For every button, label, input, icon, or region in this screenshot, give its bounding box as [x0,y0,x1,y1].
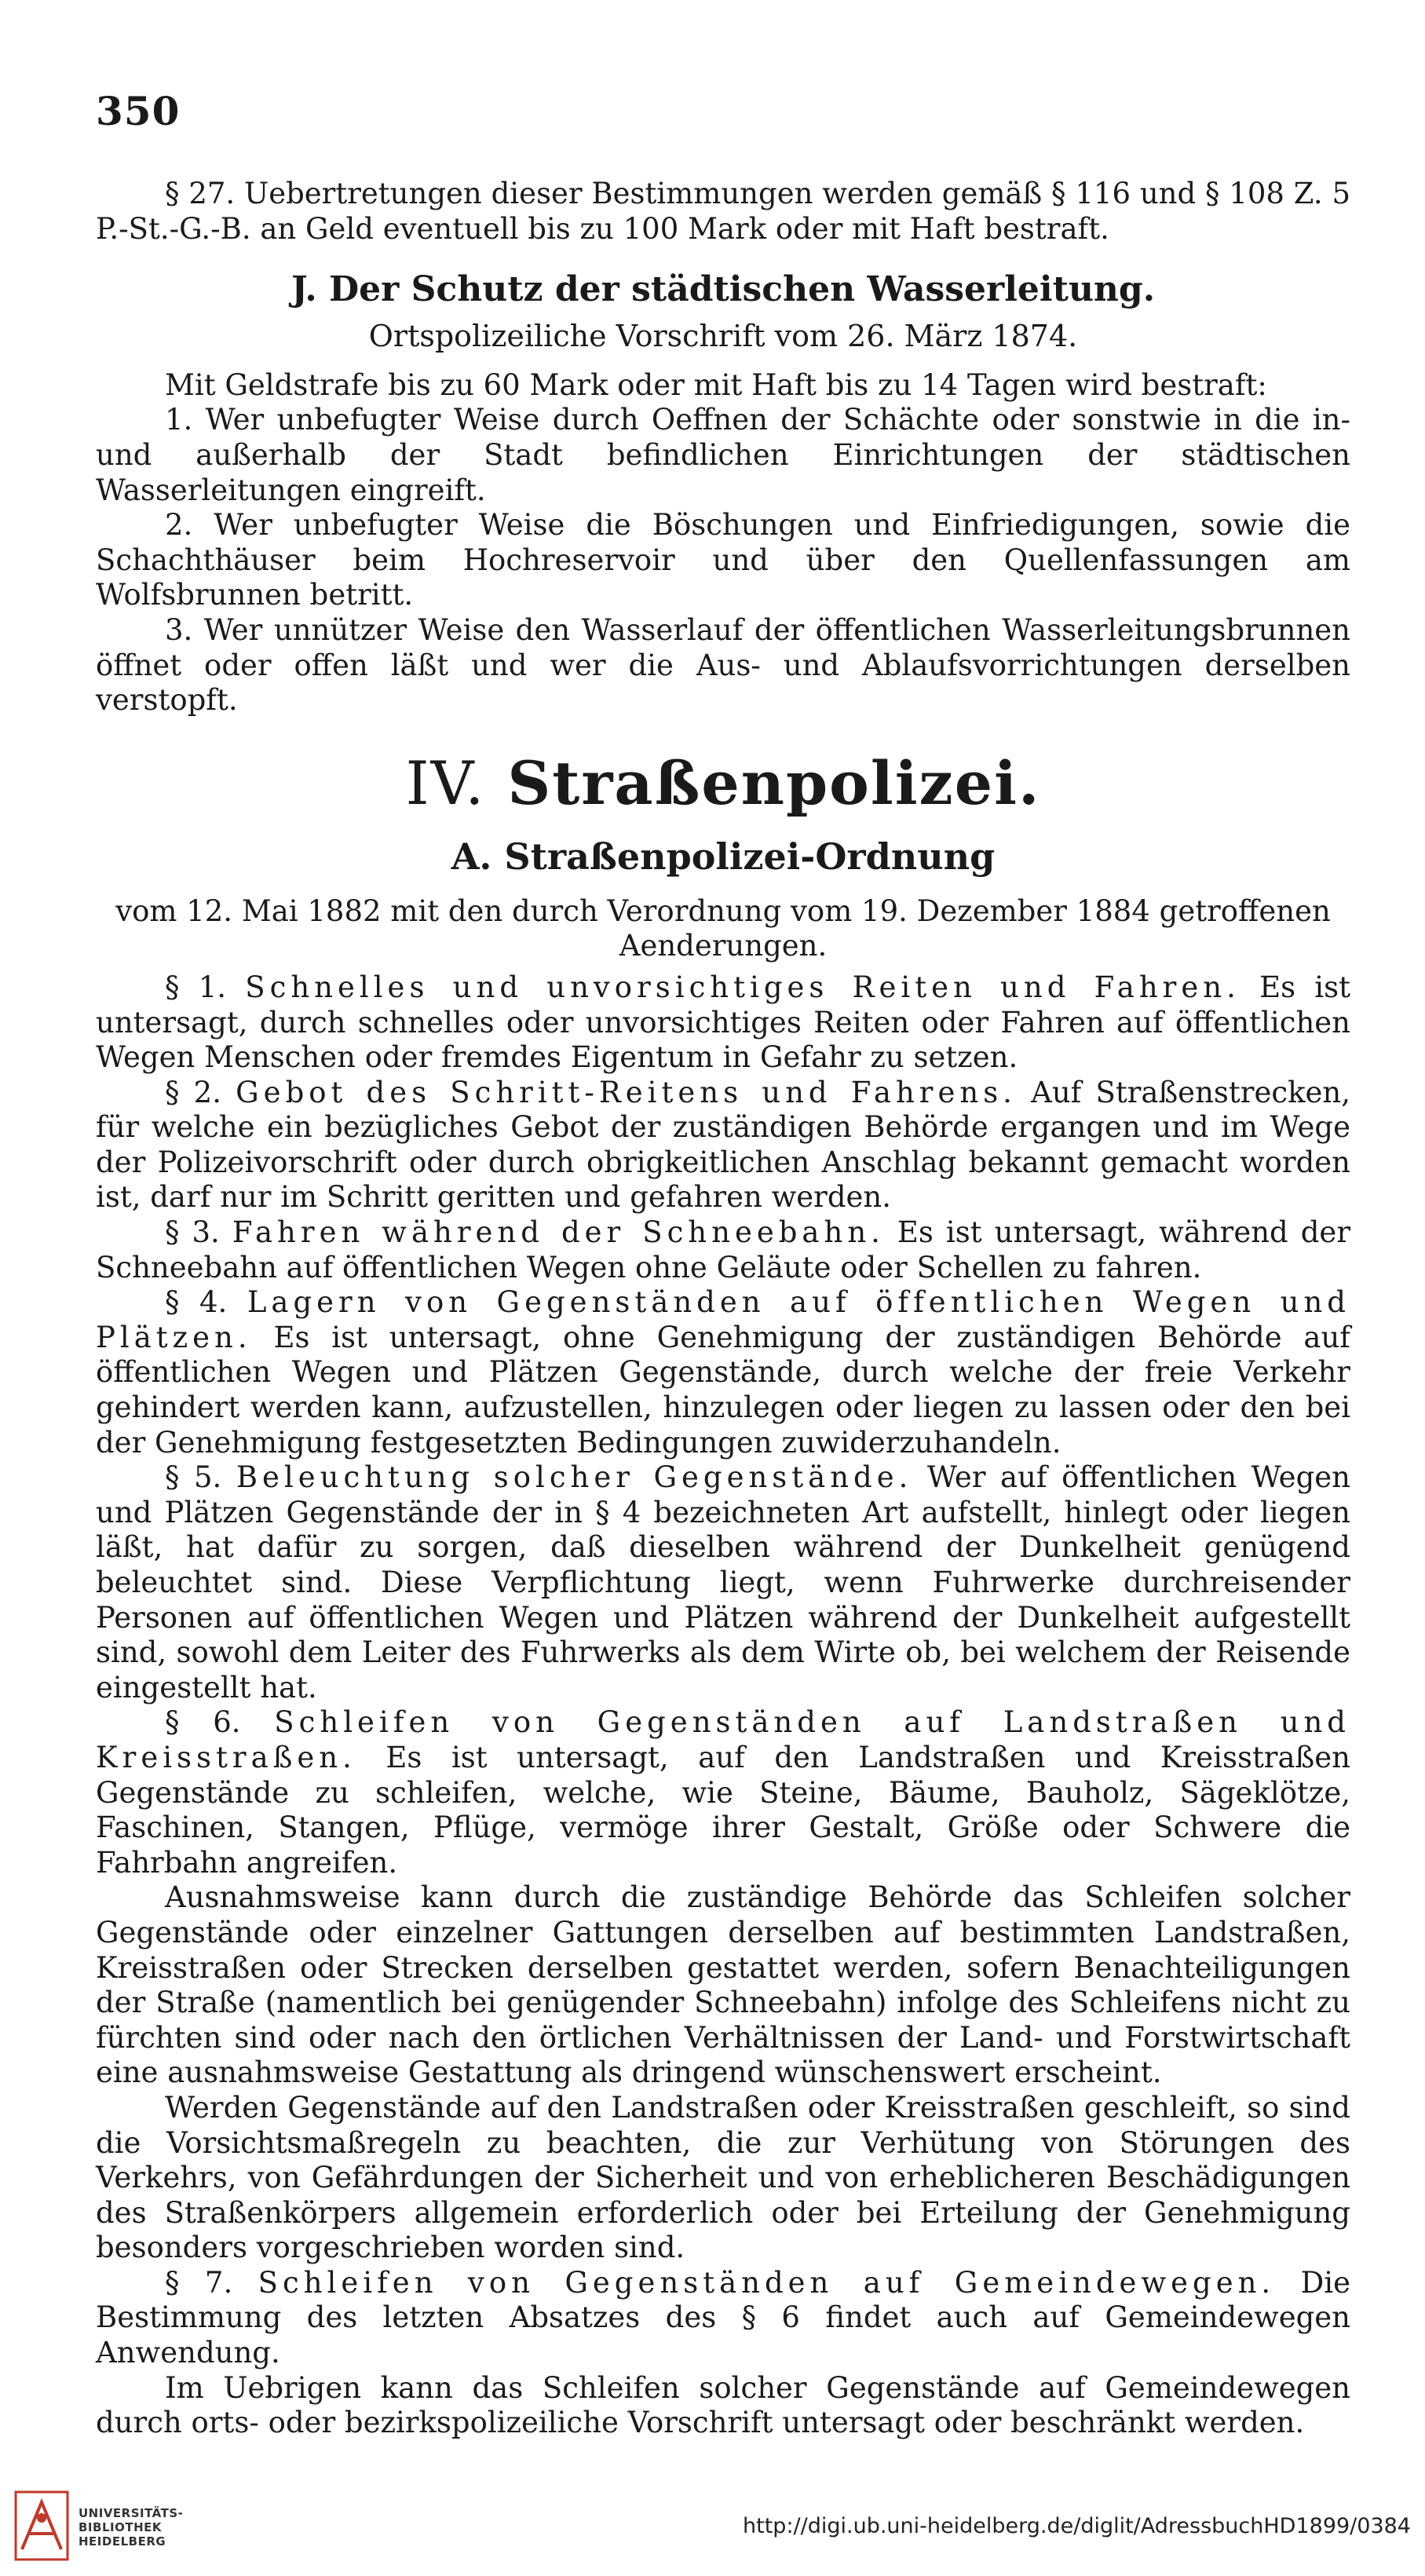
paragraph-text: Es ist untersagt, ohne Genehmigung der zuständigen Behörde auf öffentlichen Wegen und Plätzen Gegenstände, durch welche der freie Verkehr gehindert werden kann, aufzustellen, hinzulegen oder liegen zu lassen oder den bei der Genehmigung festgesetzten Bedingungen zuwiderzuhandeln. [96,1320,1350,1460]
chapter-heading [96,748,1350,819]
paragraph-num: § 7. [165,2265,233,2300]
section-j-subheading: Ortspolizeiliche Vorschrift vom 26. März 1874. [368,319,1078,354]
paragraph-5 [96,1460,1350,1705]
section-j-item-1: 1. Wer unbefugter Weise durch Oeffnen der Schächte oder sonstwie in die in- und außerhalb der Stadt befindlichen Einrichtungen der städtischen Wasserleitungen eingreift. [96,403,1350,507]
paragraph-text: Auf Straßenstrecken, für welche ein bezügliches Gebot der zuständigen Behörde ergangen und im Wege der Polizeivorschrift oder durch obrigkeitlichen Anschlag bekannt gemacht worden ist, darf nur im Schritt geritten und gefahren werden. [96,1075,1350,1215]
paragraph-title: Schnelles und unvorsichtiges Reiten und Fahren. [245,970,1240,1004]
paragraph-2 [96,1076,1350,1215]
paragraph-7-continuation: Im Uebrigen kann das Schleifen solcher Gegenstände auf Gemeindewegen durch orts- oder bezirkspolizeiliche Vorschrift untersagt oder beschränkt werden. [96,2370,1350,2440]
paragraph-num: § 5. [165,1460,222,1495]
page-content [96,177,1350,2441]
paragraph-num: § 1. [165,970,227,1004]
logo-text [79,2506,183,2549]
paragraph-6-continuation-2: Werden Gegenstände auf den Landstraßen oder Kreisstraßen geschleift, so sind die Vorsichtsmaßregeln zu beachten, die zur Verhütung von Störungen des Verkehrs, von Gefährdungen der Sicherheit und von erheblicheren Beschädigungen des Straßenkörpers allgemein erforderlich oder bei Erteilung der Genehmigung besonders vorgeschrieben worden sind. [96,2090,1350,2265]
section-a-subheading: vom 12. Mai 1882 mit den durch Verordnung vom 19. Dezember 1884 getroffenen Aenderungen. [115,893,1331,963]
paragraph-text: Die Bestimmung des letzten Absatzes des § 6 findet auch auf Gemeindewegen Anwendung. [96,2265,1351,2370]
paragraph-27: § 27. Uebertretungen dieser Bestimmungen werden gemäß § 116 und § 108 Z. 5 P.-St.-G.-B. an Geld eventuell bis zu 100 Mark oder mit Haft bestraft. [96,177,1350,246]
section-j-intro: Mit Geldstrafe bis zu 60 Mark oder mit Haft bis zu 14 Tagen wird bestraft: [165,367,1267,402]
paragraph-7 [96,2266,1350,2371]
paragraph-4 [96,1285,1350,1460]
paragraph-num: § 3. [165,1215,220,1250]
paragraph-title: Gebot des Schritt-Reitens und Fahrens. [236,1075,1017,1109]
source-url-link[interactable]: http://digi.ub.uni-heidelberg.de/diglit/AdressbuchHD1899/0384 [743,2514,1411,2538]
paragraph-num: § 2. [165,1075,221,1109]
paragraph-title: Fahren während der Schneebahn. [232,1215,885,1250]
paragraph-num: § 6. [165,1705,241,1740]
paragraph-title: Beleuchtung solcher Gegenstände. [236,1460,913,1495]
chapter-title: Straßenpolizei. [507,747,1041,818]
paragraph-title: Schleifen von Gegenständen auf Gemeindewegen. [258,2265,1276,2300]
digitization-footer [0,2473,1425,2576]
logo-line-2: BIBLIOTHEK [79,2520,162,2534]
paragraph-3 [96,1215,1350,1285]
paragraph-title: Schleifen von Gegenständen auf Landstraßen und Kreisstraßen. [96,1705,1350,1774]
section-a-heading: A. Straßenpolizei-Ordnung [451,835,996,878]
paragraph-text: Es ist untersagt, während der Schneebahn auf öffentlichen Wegen ohne Geläute oder Schellen zu fahren. [96,1215,1351,1284]
section-j-item-3: 3. Wer unnützer Weise den Wasserlauf der öffentlichen Wasserleitungsbrunnen öffnet oder offen läßt und wer die Aus- und Ablaufsvorrichtungen derselben verstopft. [96,612,1350,718]
university-library-logo-icon [14,2490,69,2561]
section-j-item-2: 2. Wer unbefugter Weise die Böschungen und Einfriedigungen, sowie die Schachthäuser beim Hochreservoir und über den Quellenfassungen am Wolfsbrunnen betritt. [96,508,1350,612]
paragraph-text: Es ist untersagt, auf den Landstraßen und Kreisstraßen Gegenstände zu schleifen, welche, wie Steine, Bäume, Bauholz, Sägeklötze, Faschinen, Stangen, Pflüge, vermöge ihrer Gestalt, Größe oder Schwere die Fahrbahn angreifen. [96,1740,1350,1880]
section-j-heading: J. Der Schutz der städtischen Wasserleitung. [290,269,1156,310]
page-number: 350 [96,88,181,134]
paragraph-6 [96,1705,1350,1880]
paragraph-1 [96,970,1350,1076]
logo-line-1: UNIVERSITÄTS- [79,2506,184,2520]
paragraph-text: Es ist untersagt, durch schnelles oder unvorsichtiges Reiten oder Fahren auf öffentlichen Wegen Menschen oder fremdes Eigentum in Gefahr zu setzen. [96,970,1350,1075]
paragraph-text: Wer auf öffentlichen Wegen und Plätzen Gegenstände der in § 4 bezeichneten Art aufstellt, hinlegt oder liegen läßt, hat dafür zu sorgen, daß dieselben während der Dunkelheit genügend beleuchtet sind. Diese Verpflichtung liegt, wenn Fuhrwerke durchreisender Personen auf öffentlichen Wegen und Plätzen während der Dunkelheit aufgestellt sind, sowohl dem Leiter des Fuhrwerks als dem Wirte ob, bei welchem der Reisende eingestellt hat. [96,1460,1350,1705]
paragraph-title: Lagern von Gegenständen auf öffentlichen Wegen und Plätzen. [96,1285,1350,1354]
logo-line-3: HEIDELBERG [79,2534,166,2549]
chapter-roman: IV. [405,747,486,818]
paragraph-6-continuation-1: Ausnahmsweise kann durch die zuständige Behörde das Schleifen solcher Gegenstände oder einzelner Gattungen derselben auf bestimmten Landstraßen, Kreisstraßen oder Strecken derselben gestattet werden, sofern Benachteiligungen der Straße (namentlich bei genügender Schneebahn) infolge des Schleifens nicht zu fürchten sind oder nach den örtlichen Verhältnissen der Land- und Forstwirtschaft eine ausnahmsweise Gestattung als dringend wünschenswert erscheint. [96,1880,1350,2090]
paragraph-num: § 4. [165,1285,228,1320]
